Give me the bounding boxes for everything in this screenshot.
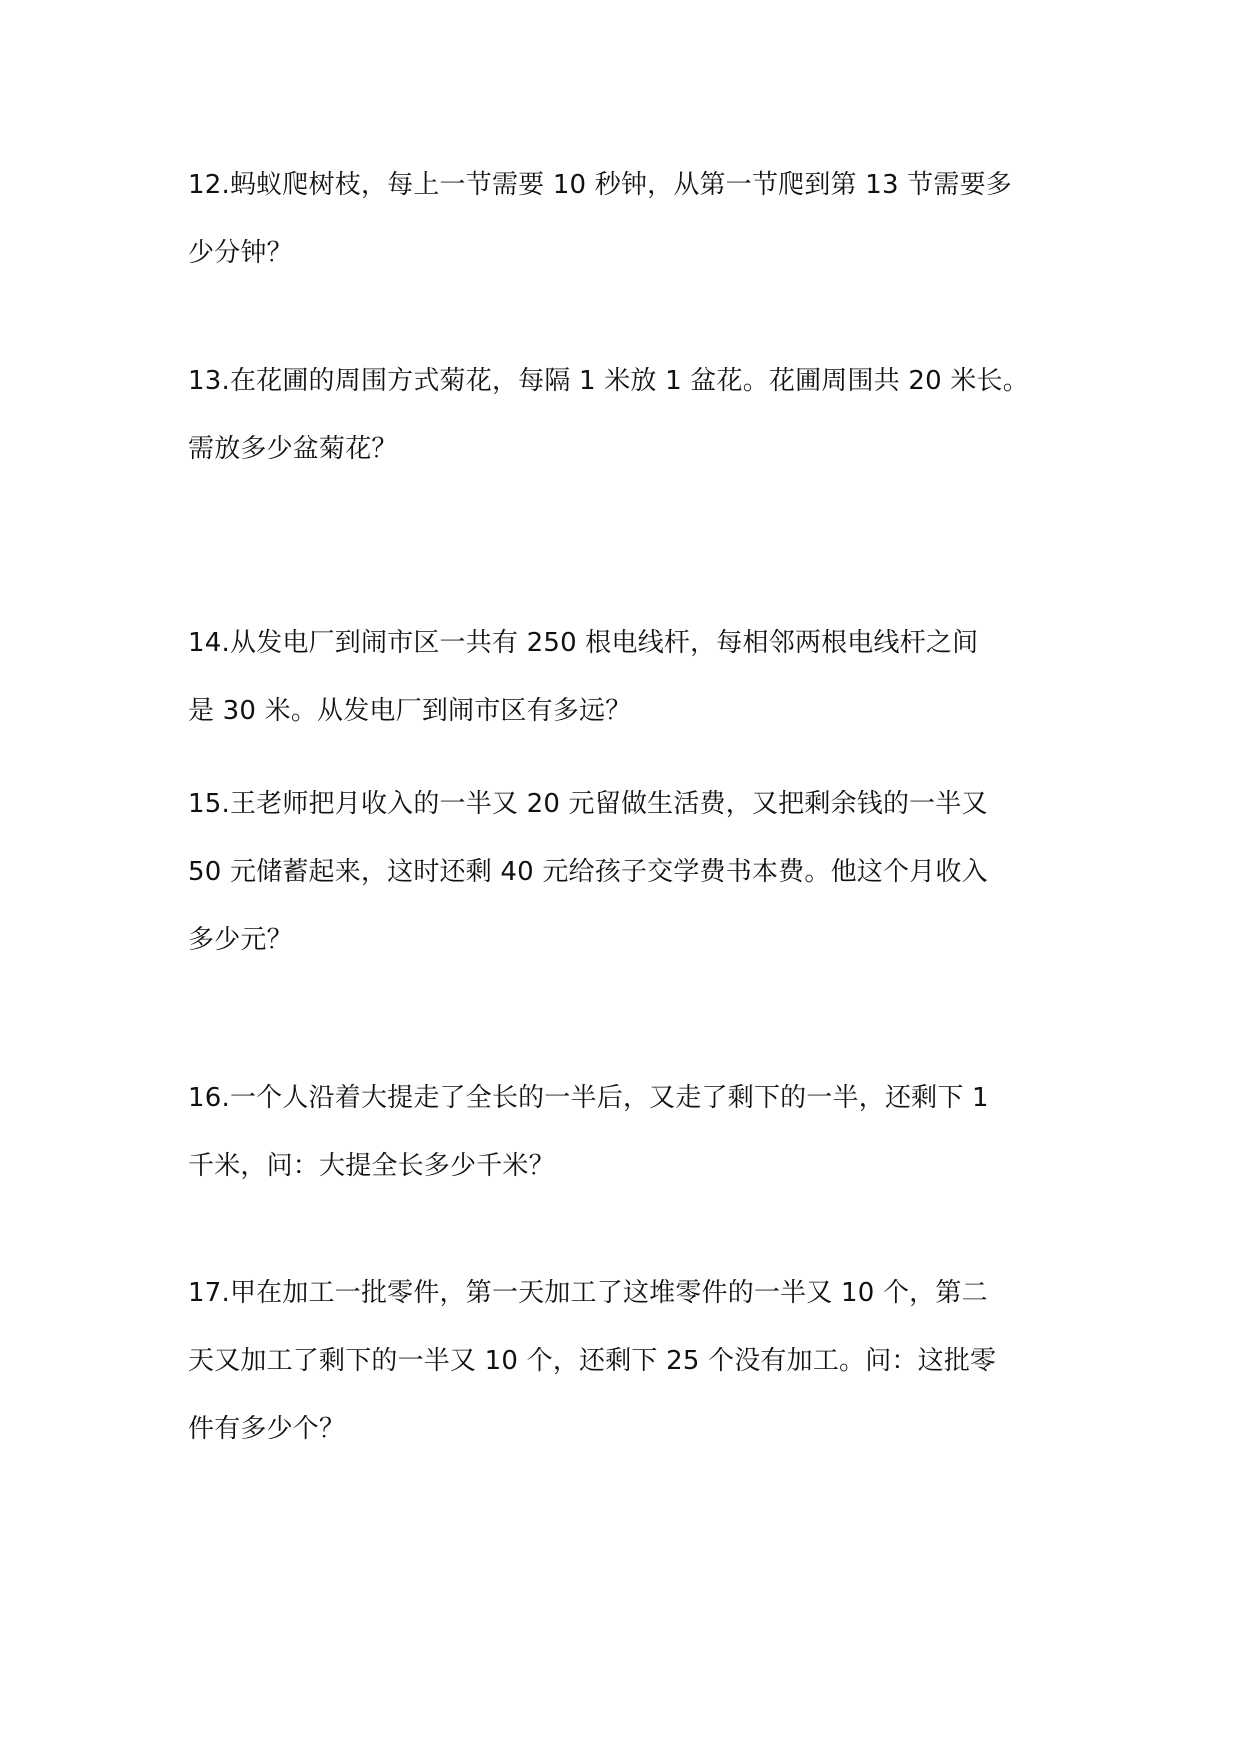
problem-12-line-1: 12.蚂蚁爬树枝，每上一节需要 10 秒钟，从第一节爬到第 13 节需要多 bbox=[188, 170, 1012, 200]
problem-16-line-2: 千米，问：大提全长多少千米？ bbox=[188, 1151, 555, 1181]
problem-15 bbox=[188, 787, 1068, 957]
problem-13 bbox=[188, 364, 1068, 466]
problem-15-line-3: 多少元？ bbox=[188, 925, 293, 955]
problem-17-line-2: 天又加工了剩下的一半又 10 个，还剩下 25 个没有加工。问：这批零 bbox=[188, 1346, 997, 1376]
problem-17-line-1: 17.甲在加工一批零件，第一天加工了这堆零件的一半又 10 个，第二 bbox=[188, 1278, 988, 1308]
problem-13-line-1: 13.在花圃的周围方式菊花，每隔 1 米放 1 盆花。花圃周围共 20 米长。 bbox=[188, 366, 1029, 396]
problem-15-line-1: 15.王老师把月收入的一半又 20 元留做生活费，又把剩余钱的一半又 bbox=[188, 789, 988, 819]
problem-17-line-3: 件有多少个？ bbox=[188, 1414, 346, 1444]
problem-16 bbox=[188, 1081, 1068, 1183]
problem-13-line-2: 需放多少盆菊花？ bbox=[188, 434, 398, 464]
problem-14 bbox=[188, 626, 1068, 728]
problem-14-line-2: 是 30 米。从发电厂到闹市区有多远？ bbox=[188, 696, 632, 726]
problem-12 bbox=[188, 168, 1068, 270]
problem-14-line-1: 14.从发电厂到闹市区一共有 250 根电线杆，每相邻两根电线杆之间 bbox=[188, 628, 979, 658]
problem-16-line-1: 16.一个人沿着大提走了全长的一半后，又走了剩下的一半，还剩下 1 bbox=[188, 1083, 989, 1113]
problem-12-line-2: 少分钟？ bbox=[188, 238, 293, 268]
problem-15-line-2: 50 元储蓄起来，这时还剩 40 元给孩子交学费书本费。他这个月收入 bbox=[188, 857, 988, 887]
problem-17 bbox=[188, 1276, 1068, 1446]
